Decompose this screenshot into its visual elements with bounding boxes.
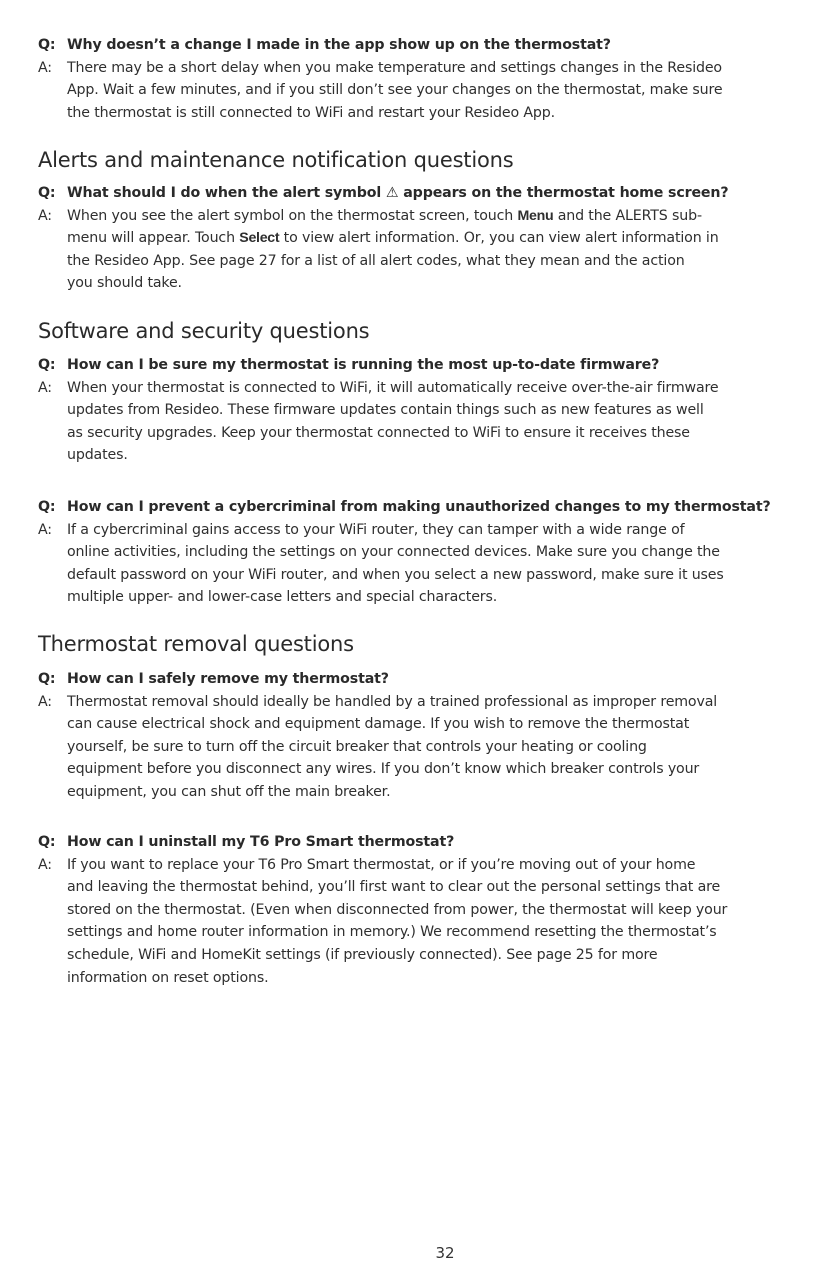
answer-line: default password on your WiFi router, and when you select a new password, make sure it uses	[67, 566, 724, 583]
answer	[67, 691, 717, 804]
a-label: A:	[38, 207, 52, 224]
faq-cybercriminal	[38, 496, 798, 609]
answer-line: updates from Resideo. These firmware updates contain things such as new features as well	[67, 402, 704, 419]
question: How can I safely remove my thermostat?	[67, 671, 389, 687]
faq-safe-removal	[38, 668, 798, 804]
answer	[67, 519, 724, 609]
answer-line: If you want to replace your T6 Pro Smart thermostat, or if you’re moving out of your home	[67, 856, 696, 873]
section-heading-removal: Thermostat removal questions	[38, 632, 354, 656]
faq-uninstall	[38, 831, 798, 989]
q-label: Q:	[38, 185, 56, 201]
section-heading-alerts: Alerts and maintenance notification questions	[38, 148, 514, 172]
answer-line: can cause electrical shock and equipment damage. If you wish to remove the thermostat	[67, 716, 690, 733]
q-label: Q:	[38, 671, 56, 687]
answer-line: yourself, be sure to turn off the circuit breaker that controls your heating or cooling	[67, 738, 647, 755]
answer-text: When you see the alert symbol on the thermostat screen, touch	[67, 207, 518, 224]
answer-line: the Resideo App. See page 27 for a list of all alert codes, what they mean and the action	[67, 252, 685, 269]
faq-firmware	[38, 354, 798, 467]
answer-line: and leaving the thermostat behind, you’ll first want to clear out the personal settings that are	[67, 879, 721, 896]
answer	[67, 205, 719, 295]
question: How can I uninstall my T6 Pro Smart thermostat?	[67, 834, 455, 850]
menu-keyword: Menu	[517, 207, 554, 224]
question-text: What should I do when the alert symbol	[67, 185, 386, 201]
answer-line	[67, 227, 719, 250]
answer-line: information on reset options.	[67, 969, 269, 986]
answer	[67, 854, 727, 990]
faq-alert-symbol	[38, 182, 798, 295]
q-label: Q:	[38, 357, 56, 373]
question: How can I prevent a cybercriminal from making unauthorized changes to my thermostat?	[67, 499, 771, 515]
section-heading-software: Software and security questions	[38, 319, 370, 343]
answer-line: you should take.	[67, 275, 182, 292]
answer-line: When your thermostat is connected to WiFi, it will automatically receive over-the-air firmware	[67, 379, 719, 396]
answer-line: equipment, you can shut off the main breaker.	[67, 783, 391, 800]
answer-line: stored on the thermostat. (Even when disconnected from power, the thermostat will keep your	[67, 901, 728, 918]
alert-triangle-icon: ⚠	[385, 185, 399, 201]
question: Why doesn’t a change I made in the app show up on the thermostat?	[67, 37, 611, 53]
q-label: Q:	[38, 834, 56, 850]
answer-line: updates.	[67, 447, 128, 464]
a-label: A:	[38, 693, 52, 710]
answer-line: There may be a short delay when you make temperature and settings changes in the Resideo	[67, 59, 722, 76]
answer-line: App. Wait a few minutes, and if you still don’t see your changes on the thermostat, make sure	[67, 82, 723, 99]
answer-line: schedule, WiFi and HomeKit settings (if previously connected). See page 25 for more	[67, 946, 658, 963]
question: How can I be sure my thermostat is running the most up-to-date firmware?	[67, 357, 660, 373]
select-keyword: Select	[239, 230, 280, 247]
answer-text: to view alert information. Or, you can view alert information in	[279, 230, 719, 247]
answer-line: Thermostat removal should ideally be handled by a trained professional as improper removal	[67, 693, 718, 710]
answer-line	[67, 205, 719, 228]
answer-line: the thermostat is still connected to WiFi and restart your Resideo App.	[67, 104, 556, 121]
page-number: 32	[435, 1244, 455, 1262]
answer-line: settings and home router information in memory.) We recommend resetting the thermostat’s	[67, 924, 717, 941]
a-label: A:	[38, 856, 52, 873]
answer-text: menu will appear. Touch	[67, 230, 240, 247]
faq-app-change-delay	[38, 34, 798, 124]
answer-line: multiple upper- and lower-case letters and special characters.	[67, 589, 498, 606]
q-label: Q:	[38, 499, 56, 515]
q-label: Q:	[38, 37, 56, 53]
a-label: A:	[38, 379, 52, 396]
answer	[67, 57, 722, 125]
answer-line: equipment before you disconnect any wires. If you don’t know which breaker controls your	[67, 761, 700, 778]
a-label: A:	[38, 59, 52, 76]
answer-text: and the ALERTS sub-	[553, 207, 702, 224]
question-text: appears on the thermostat home screen?	[398, 185, 729, 201]
question	[67, 182, 728, 205]
a-label: A:	[38, 521, 52, 538]
answer-line: If a cybercriminal gains access to your WiFi router, they can tamper with a wide range of	[67, 521, 685, 538]
answer-line: online activities, including the settings on your connected devices. Make sure you change the	[67, 544, 720, 561]
answer-line: as security upgrades. Keep your thermostat connected to WiFi to ensure it receives these	[67, 424, 690, 441]
answer	[67, 377, 718, 467]
